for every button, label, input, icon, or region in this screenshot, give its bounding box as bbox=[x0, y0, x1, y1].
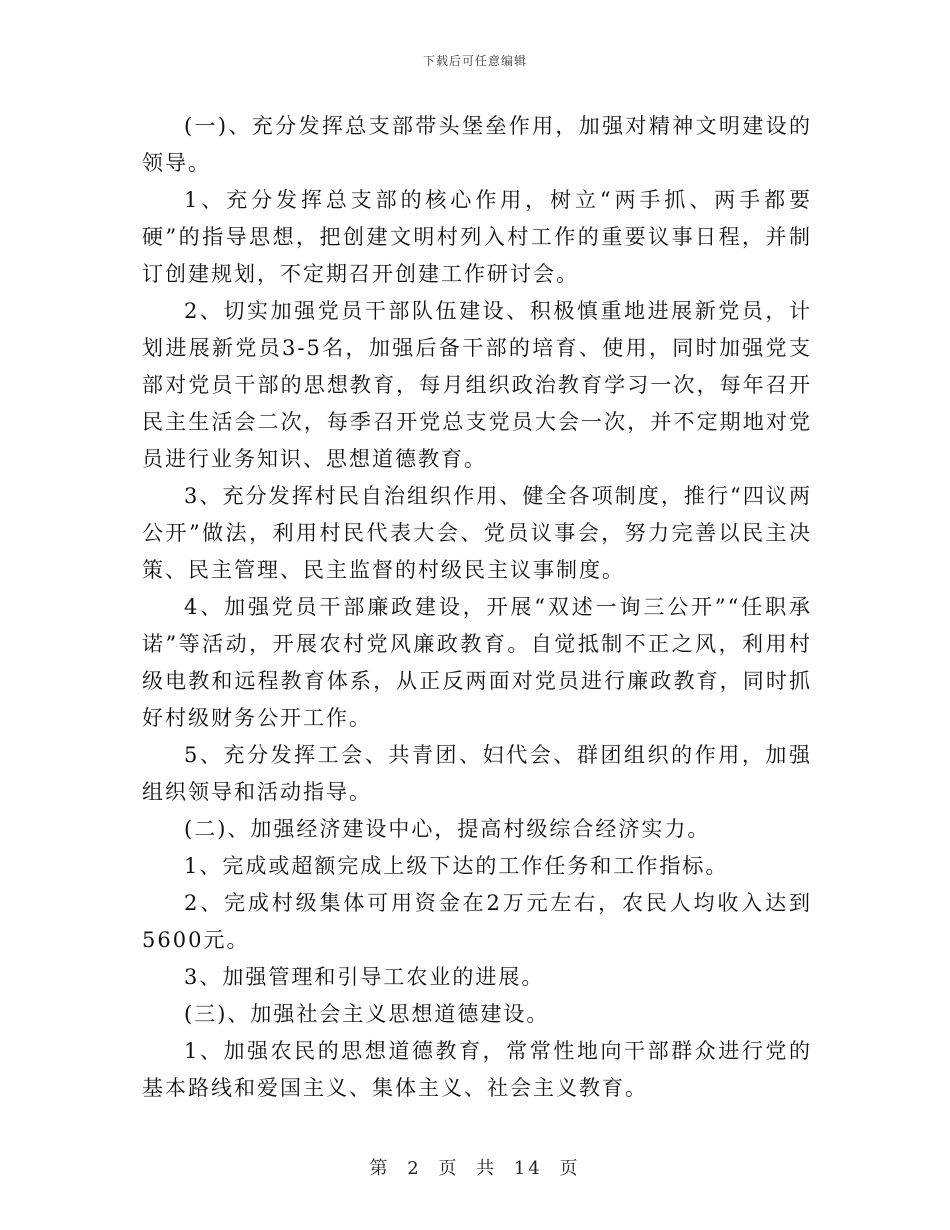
page-footer: 第 2 页 共 14 页 bbox=[369, 1158, 581, 1179]
paragraph: 3、充分发挥村民自治组织作用、健全各项制度，推行“四议两公开”做法，利用村民代表大会、党员议事会，努力完善以民主决策、民主管理、民主监督的村级民主议事制度。 bbox=[142, 484, 812, 582]
paragraph: 2、完成村级集体可用资金在2万元左右，农民人均收入达到5600元。 bbox=[142, 891, 812, 952]
page-header: 下载后可任意编辑 bbox=[422, 54, 527, 68]
section-1-heading: (一)、充分发挥总支部带头堡垒作用，加强对精神文明建设的领导。 bbox=[142, 114, 812, 175]
paragraph: 1、完成或超额完成上级下达的工作任务和工作指标。 bbox=[184, 854, 729, 878]
section-2-heading: (二)、加强经济建设中心，提高村级综合经济实力。 bbox=[184, 817, 711, 841]
document-body bbox=[142, 108, 812, 1107]
paragraph: 2、切实加强党员干部队伍建设、积极慎重地进展新党员，计划进展新党员3-5名，加强后备干部的培育、使用，同时加强党支部对党员干部的思想教育，每月组织政治教育学习一次，每年召开民主生活会二次，每季召开党总支党员大会一次，并不定期地对党员进行业务知识、思想道德教育。 bbox=[142, 299, 812, 471]
section-3-heading: (三)、加强社会主义思想道德建设。 bbox=[184, 1002, 550, 1026]
paragraph: 1、充分发挥总支部的核心作用，树立“两手抓、两手都要硬”的指导思想，把创建文明村列入村工作的重要议事日程，并制订创建规划，不定期召开创建工作研讨会。 bbox=[142, 188, 812, 286]
paragraph: 5、充分发挥工会、共青团、妇代会、群团组织的作用，加强组织领导和活动指导。 bbox=[142, 743, 812, 804]
paragraph: 1、加强农民的思想道德教育，常常性地向干部群众进行党的基本路线和爱国主义、集体主义、社会主义教育。 bbox=[142, 1039, 812, 1100]
paragraph: 3、加强管理和引导工农业的进展。 bbox=[184, 965, 545, 989]
paragraph: 4、加强党员干部廉政建设，开展“双述一询三公开”“任职承诺”等活动，开展农村党风廉政教育。自觉抵制不正之风，利用村级电教和远程教育体系，从正反两面对党员进行廉政教育，同时抓好村级财务公开工作。 bbox=[142, 595, 812, 730]
